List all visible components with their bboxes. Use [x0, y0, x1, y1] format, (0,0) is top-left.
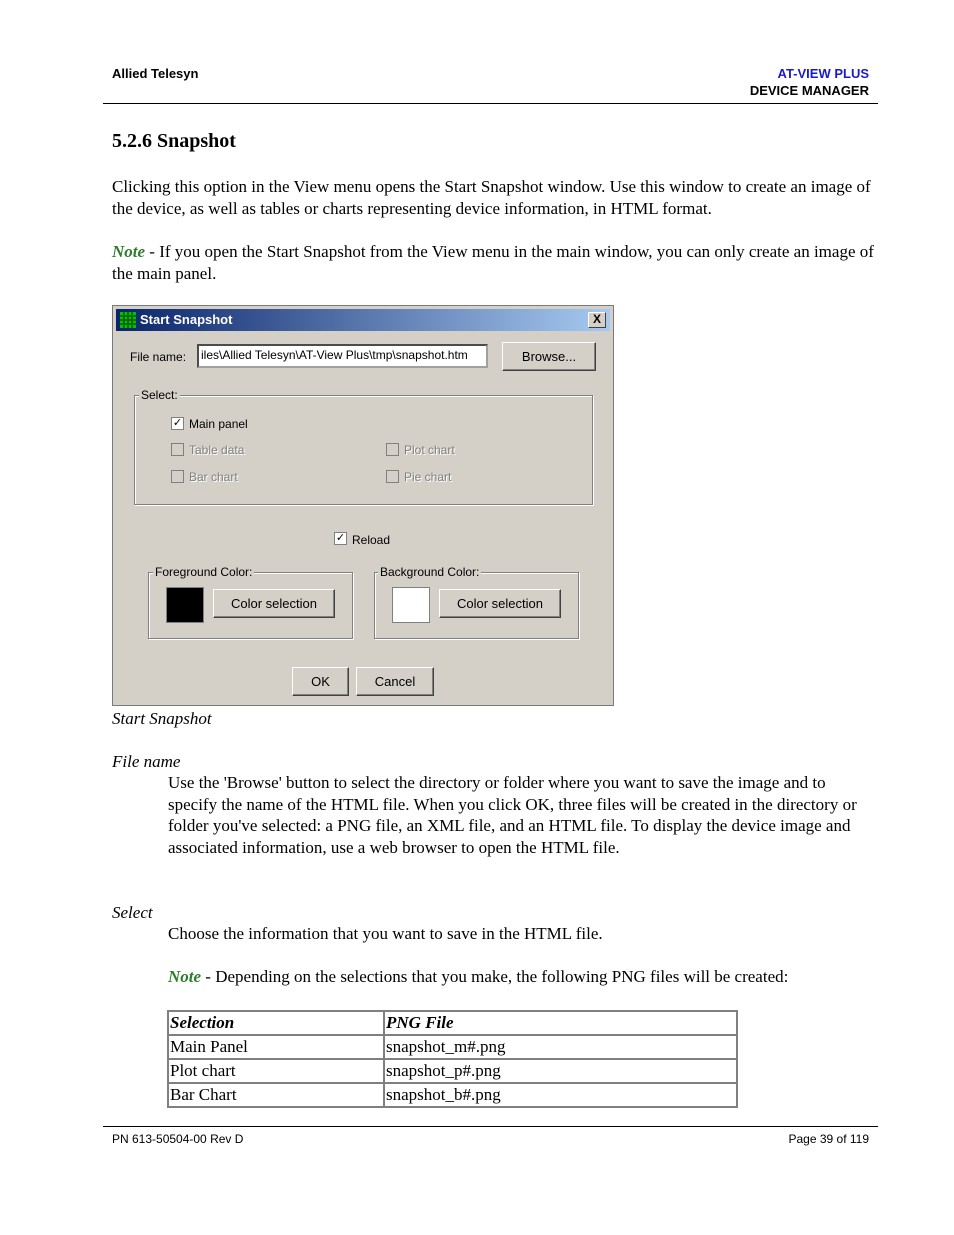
- close-button[interactable]: [588, 312, 606, 328]
- main-panel-label: Main panel: [189, 417, 248, 431]
- product-name: AT-VIEW PLUS: [777, 66, 869, 81]
- bar-chart-label: Bar chart: [189, 470, 238, 484]
- table-cell: Plot chart: [168, 1059, 384, 1083]
- table-cell: snapshot_p#.png: [384, 1059, 737, 1083]
- file-name-input[interactable]: iles\Allied Telesyn\AT-View Plus\tmp\snapshot.htm: [197, 344, 488, 368]
- grid-app-icon: [120, 312, 136, 328]
- table-row: [168, 1083, 737, 1107]
- file-name-term: File name: [112, 752, 181, 771]
- table-row: [168, 1059, 737, 1083]
- png-files-table: [167, 1010, 738, 1108]
- background-color-selection-button[interactable]: Color selection: [439, 589, 561, 618]
- main-panel-checkbox[interactable]: ✓: [172, 417, 183, 429]
- pie-chart-checkbox[interactable]: [386, 470, 399, 483]
- table-header-selection: Selection: [168, 1011, 384, 1035]
- select-term: Select: [112, 903, 153, 922]
- intro-paragraph: Clicking this option in the View menu opens the Start Snapshot window. Use this window to create an image of the device, as well as tables or charts representing device information, in HTML format.: [112, 177, 871, 218]
- table-data-checkbox[interactable]: [171, 443, 184, 456]
- table-cell: snapshot_m#.png: [384, 1035, 737, 1059]
- company-name: Allied Telesyn: [112, 66, 199, 81]
- table-cell: snapshot_b#.png: [384, 1083, 737, 1107]
- dialog-title: Start Snapshot: [140, 312, 233, 327]
- foreground-color-selection-button[interactable]: Color selection: [213, 589, 335, 618]
- select-group-label: Select:: [141, 388, 178, 402]
- dialog-titlebar: [116, 309, 610, 331]
- table-cell: Bar Chart: [168, 1083, 384, 1107]
- section-heading: 5.2.6 Snapshot: [112, 130, 236, 152]
- plot-chart-label: Plot chart: [404, 443, 455, 457]
- background-color-label: Background Color:: [380, 565, 480, 579]
- cancel-button[interactable]: Cancel: [356, 667, 434, 696]
- close-icon: X: [592, 312, 601, 326]
- plot-chart-checkbox[interactable]: [386, 443, 399, 456]
- background-color-swatch: [392, 587, 430, 623]
- table-cell: Main Panel: [168, 1035, 384, 1059]
- browse-button[interactable]: Browse...: [502, 342, 596, 371]
- select-note-label: Note: [168, 967, 202, 986]
- page-number: Page 39 of 119: [788, 1132, 869, 1146]
- start-snapshot-dialog: [112, 305, 614, 706]
- select-description: Choose the information that you want to save in the HTML file.: [168, 924, 603, 943]
- foreground-color-label: Foreground Color:: [155, 565, 253, 579]
- note-paragraph: [112, 241, 877, 284]
- file-name-label: File name:: [130, 350, 187, 364]
- foreground-color-swatch: [166, 587, 204, 623]
- pie-chart-label: Pie chart: [404, 470, 452, 484]
- header-rule: [103, 103, 878, 104]
- footer-rule: [103, 1126, 878, 1127]
- note-text: - If you open the Start Snapshot from the View menu in the main window, you can only create an image of the main panel.: [112, 242, 874, 283]
- bar-chart-checkbox[interactable]: [171, 470, 184, 483]
- table-row: [168, 1035, 737, 1059]
- section-name: DEVICE MANAGER: [749, 83, 869, 98]
- file-name-description: Use the 'Browse' button to select the directory or folder where you want to save the image and to specify the name of the HTML file. When you click OK, three files will be created in the directory or folder you've selected: a PNG file, an XML file, and an HTML file. To display the device image and associated information, use a web browser to open the HTML file.: [168, 773, 857, 857]
- reload-label: Reload: [352, 533, 391, 547]
- table-data-label: Table data: [189, 443, 245, 457]
- select-note-text: - Depending on the selections that you make, the following PNG files will be created:: [201, 967, 789, 986]
- ok-button[interactable]: OK: [292, 667, 349, 696]
- note-label: Note: [112, 242, 146, 261]
- select-note: [168, 966, 868, 988]
- figure-caption: Start Snapshot: [112, 709, 212, 728]
- table-header-png-file: PNG File: [384, 1011, 737, 1035]
- reload-checkbox[interactable]: ✓: [335, 532, 346, 544]
- table-header-row: [168, 1011, 737, 1035]
- part-number: PN 613-50504-00 Rev D: [112, 1132, 244, 1146]
